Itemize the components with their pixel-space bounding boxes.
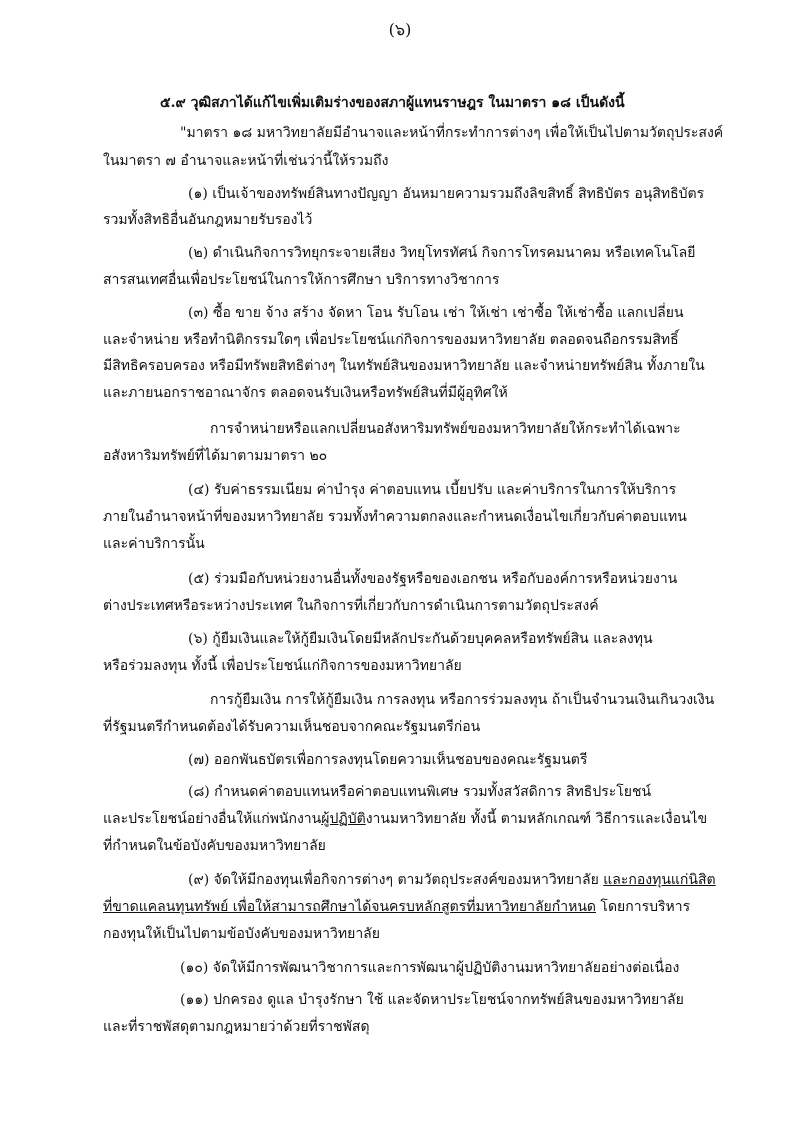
text-line: (๓) ซื้อ ขาย จ้าง สร้าง จัดหา โอน รับโอน เช่า ให้เช่า เช่าซื้อ ให้เช่าซื้อ แลกเปลี่ยน: [188, 305, 684, 321]
text-fragment: งานมหาวิทยาลัย ทั้งนี้ ตามหลักเกณฑ์ วิธีการและเงื่อนไข: [365, 811, 708, 827]
underlined-text: ที่ขาดแคลนทุนทรัพย์ เพื่อให้สามารถศึกษาได้จนครบหลักสูตรที่มหาวิทยาลัยกำหนด: [103, 899, 596, 915]
page-number: (๖): [388, 20, 412, 39]
text-line: และค่าบริการนั้น: [103, 536, 205, 552]
text-line: กองทุนให้เป็นไปตามข้อบังคับของมหาวิทยาลัย: [103, 926, 380, 942]
text-line: (๖) กู้ยืมเงินและให้กู้ยืมเงินโดยมีหลักประกันด้วยบุคคลหรือทรัพย์สิน และลงทุน: [188, 631, 653, 647]
text-line: (๑๐) จัดให้มีการพัฒนาวิชาการและการพัฒนาผู้ปฏิบัติงานมหาวิทยาลัยอย่างต่อเนื่อง: [180, 960, 680, 976]
text-line: และที่ราชพัสดุตามกฎหมายว่าด้วยที่ราชพัสดุ: [103, 1019, 370, 1035]
text-line: "มาตรา ๑๘ มหาวิทยาลัยมีอำนาจและหน้าที่กระทำการต่างๆ เพื่อให้เป็นไปตามวัตถุประสงค์: [180, 125, 724, 141]
text-line: ที่กำหนดในข้อบังคับของมหาวิทยาลัย: [103, 838, 326, 854]
text-line: ในมาตรา ๗ อำนาจและหน้าที่เช่นว่านี้ให้รวมถึง: [103, 153, 389, 169]
text-line: (๔) รับค่าธรรมเนียม ค่าบำรุง ค่าตอบแทน เบี้ยปรับ และค่าบริการในการให้บริการ: [188, 482, 677, 498]
text-line: รวมทั้งสิทธิอื่นอันกฎหมายรับรองไว้: [103, 212, 313, 228]
underlined-text: และกองทุนแก่นิสิต: [603, 872, 716, 888]
text-line: อสังหาริมทรัพย์ที่ได้มาตามมาตรา ๒๐: [103, 448, 328, 464]
text-line: (๒) ดำเนินกิจการวิทยุกระจายเสียง วิทยุโทรทัศน์ กิจการโทรคมนาคม หรือเทคโนโลยี: [188, 245, 696, 261]
text-line: หรือร่วมลงทุน ทั้งนี้ เพื่อประโยชน์แก่กิจการของมหาวิทยาลัย: [103, 658, 462, 674]
text-line: มีสิทธิครอบครอง หรือมีทรัพยสิทธิต่างๆ ในทรัพย์สินของมหาวิทยาลัย และจำหน่ายทรัพย์สิน ทั้งภายใน: [103, 358, 705, 374]
text-fragment: โดยการบริหาร: [595, 899, 691, 915]
text-line: (๘) กำหนดค่าตอบแทนหรือค่าตอบแทนพิเศษ รวมทั้งสวัสดิการ สิทธิประโยชน์: [188, 784, 652, 800]
text-line: สารสนเทศอื่นเพื่อประโยชน์ในการให้การศึกษา บริการทางวิชาการ: [103, 272, 500, 288]
text-line: ที่รัฐมนตรีกำหนดต้องได้รับความเห็นชอบจากคณะรัฐมนตรีก่อน: [103, 719, 481, 735]
text-line: การกู้ยืมเงิน การให้กู้ยืมเงิน การลงทุน หรือการร่วมลงทุน ถ้าเป็นจำนวนเงินเกินวงเงิน: [210, 692, 715, 708]
text-line: ภายในอำนาจหน้าที่ของมหาวิทยาลัย รวมทั้งทำความตกลงและกำหนดเงื่อนไขเกี่ยวกับค่าตอบแทน: [103, 509, 687, 525]
text-line: (๑๑) ปกครอง ดูแล บำรุงรักษา ใช้ และจัดหาประโยชน์จากทรัพย์สินของมหาวิทยาลัย: [180, 992, 684, 1008]
text-line: และภายนอกราชอาณาจักร ตลอดจนรับเงินหรือทรัพย์สินที่มีผู้อุทิศให้: [103, 385, 508, 401]
underlined-text: ผู้ปฏิบัติ: [321, 811, 366, 827]
section-heading: ๕.๙ วุฒิสภาได้แก้ไขเพิ่มเติมร่างของสภาผู้แทนราษฎร ในมาตรา ๑๘ เป็นดังนี้: [160, 95, 625, 111]
text-line: (๕) ร่วมมือกับหน่วยงานอื่นทั้งของรัฐหรือของเอกชน หรือกับองค์การหรือหน่วยงาน: [188, 571, 678, 587]
text-line: ต่างประเทศหรือระหว่างประเทศ ในกิจการที่เกี่ยวกับการดำเนินการตามวัตถุประสงค์: [103, 598, 599, 614]
text-fragment: และประโยชน์อย่างอื่นให้แก่พนักงาน: [103, 811, 322, 827]
text-line: [188, 870, 716, 890]
text-line: (๗) ออกพันธบัตรเพื่อการลงทุนโดยความเห็นชอบของคณะรัฐมนตรี: [188, 752, 588, 768]
text-line: [103, 897, 690, 917]
text-fragment: (๙) จัดให้มีกองทุนเพื่อกิจการต่างๆ ตามวัตถุประสงค์ของมหาวิทยาลัย: [188, 872, 604, 888]
text-line: (๑) เป็นเจ้าของทรัพย์สินทางปัญญา อันหมายความรวมถึงลิขสิทธิ์ สิทธิบัตร อนุสิทธิบัตร: [188, 186, 705, 202]
text-line: [103, 809, 707, 829]
text-line: การจำหน่ายหรือแลกเปลี่ยนอสังหาริมทรัพย์ของมหาวิทยาลัยให้กระทำได้เฉพาะ: [210, 421, 681, 437]
text-line: และจำหน่าย หรือทำนิติกรรมใดๆ เพื่อประโยชน์แก่กิจการของมหาวิทยาลัย ตลอดจนถือกรรมสิทธิ์: [103, 332, 679, 348]
